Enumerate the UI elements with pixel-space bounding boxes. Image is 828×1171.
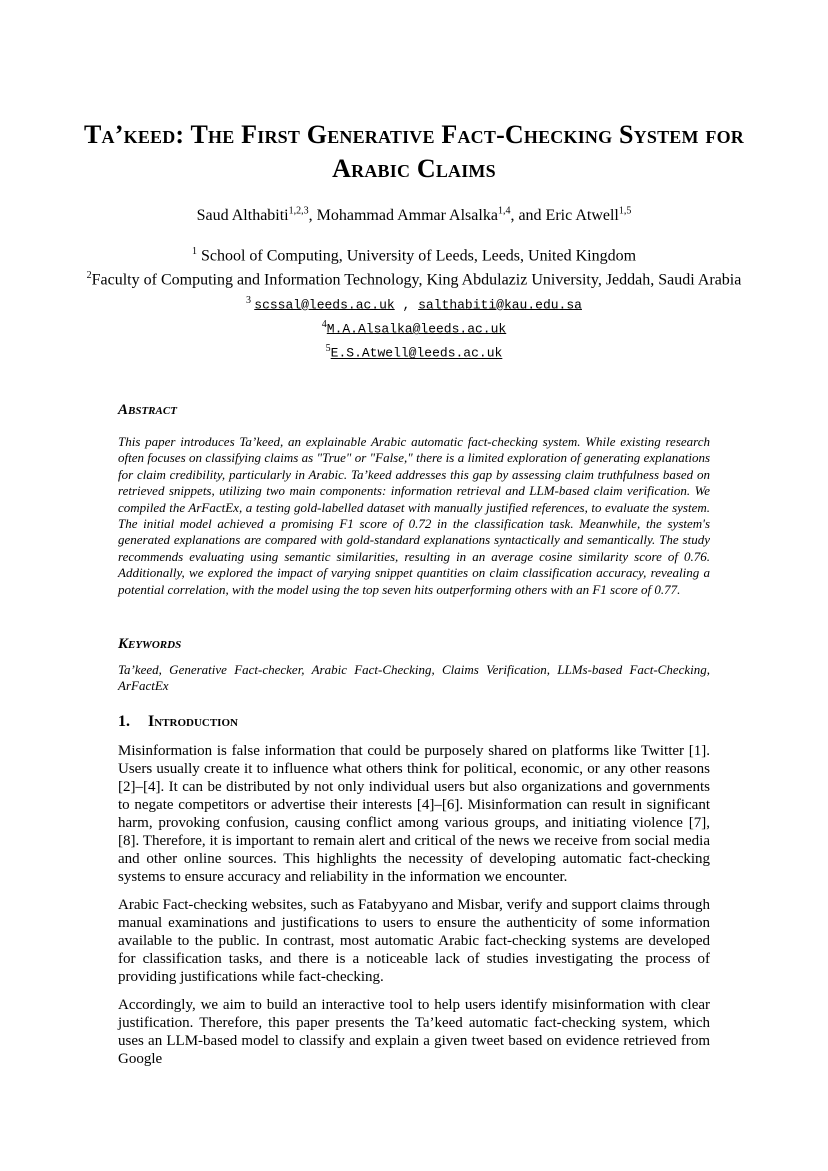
keywords-text: Ta’keed, Generative Fact-checker, Arabic Fact-Checking, Claims Verification, LLMs-based Fact-Checking, ArFactEx — [118, 662, 710, 694]
email-link[interactable]: scssal@leeds.ac.uk — [254, 296, 395, 312]
section-heading — [118, 713, 238, 731]
keywords-heading: Keywords — [118, 636, 182, 652]
affiliations — [80, 242, 748, 364]
author-2: Mohammad Ammar Alsalka$^{1,4}$, and — [316, 206, 546, 225]
email-link[interactable]: E.S.Atwell@leeds.ac.uk — [330, 345, 503, 361]
email-line-3: $^3$ scssal@leeds.ac.uk , salthabiti@kau.edu.sa — [246, 294, 582, 312]
email-link[interactable]: salthabiti@kau.edu.sa — [418, 296, 582, 312]
author-1: Saud Althabiti$^{1,2,3}$, — [196, 206, 317, 225]
email-link[interactable]: M.A.Alsalka@leeds.ac.uk — [326, 321, 507, 337]
affiliation-2: $^2$Faculty of Computing and Information Technology, King Abdulaziz University, Jeddah, Saudi Arabia — [86, 269, 742, 289]
section-number: 1. — [118, 713, 130, 730]
body-text — [118, 742, 710, 1078]
email-line-4: $^4$M.A.Alsalka@leeds.ac.uk — [321, 318, 507, 337]
abstract-heading: Abstract — [118, 402, 177, 418]
paragraph: Accordingly, we aim to build an interactive tool to help users identify misinformation with clear justification. Therefore, this paper presents the Ta’keed automatic fact-checking system, which uses an LLM-based model to classify and explain a given tweet based on evidence retrieved from Google — [118, 997, 710, 1067]
email-line-5: $^5$E.S.Atwell@leeds.ac.uk — [325, 343, 503, 361]
affiliation-1: $^1$ School of Computing, University of Leeds, Leeds, United Kingdom — [191, 246, 637, 265]
author-3: Eric Atwell$^{1,5}$ — [545, 206, 632, 225]
abstract-text: This paper introduces Ta’keed, an explainable Arabic automatic fact-checking system. While existing research often focuses on classifying claims as "True" or "False," there is a limited exploration of generating explanations for claim credibility, particularly in Arabic. Ta’keed addresses this gap by assessing claim truthfulness based on retrieved snippets, utilizing two main components: information retrieval and LLM-based claim verification. We compiled the ArFactEx, a testing gold-labelled dataset with manually justified references, to evaluate the system. The initial model achieved a promising F1 score of 0.72 in the classification task. Meanwhile, the system's generated explanations are compared with gold-standard explanations syntactically and semantically. The study recommends evaluating using semantic similarities, resulting in an average cosine similarity score of 0.76. Additionally, we explored the impact of varying snippet quantities on claim classification accuracy, revealing a potential correlation, with the model using the top seven hits outperforming others with an F1 score of 0.77. — [118, 434, 710, 597]
paragraph: Arabic Fact-checking websites, such as Fatabyyano and Misbar, verify and support claims through manual examinations and justifications to users to ensure the authenticity of some information available to the public. In contrast, most automatic Arabic fact-checking systems are developed for classification tasks, and there is a noticeable lack of studies investigating the process of providing justifications while fact-checking. — [118, 897, 710, 985]
paragraph: Misinformation is false information that could be purposely shared on platforms like Twitter [1]. Users usually create it to influence what others think for political, economic, or any other reasons [2]–[4]. It can be distributed by not only individual users but also organizations and governments to negate competitors or advertise their interests [4]–[6]. Misinformation can result in significant harm, provoking confusion, causing conflict among various groups, and initiating violence [7], [8]. Therefore, it is important to remain alert and critical of the news we receive from social media and other online sources. This highlights the necessity of developing automatic fact-checking systems to ensure accuracy and reliability in the information we encounter. — [118, 743, 710, 885]
author-list — [60, 201, 768, 227]
section-title: Introduction — [148, 713, 238, 730]
paper-title: Ta’keed: The First Generative Fact-Checking System for Arabic Claims — [84, 120, 744, 183]
